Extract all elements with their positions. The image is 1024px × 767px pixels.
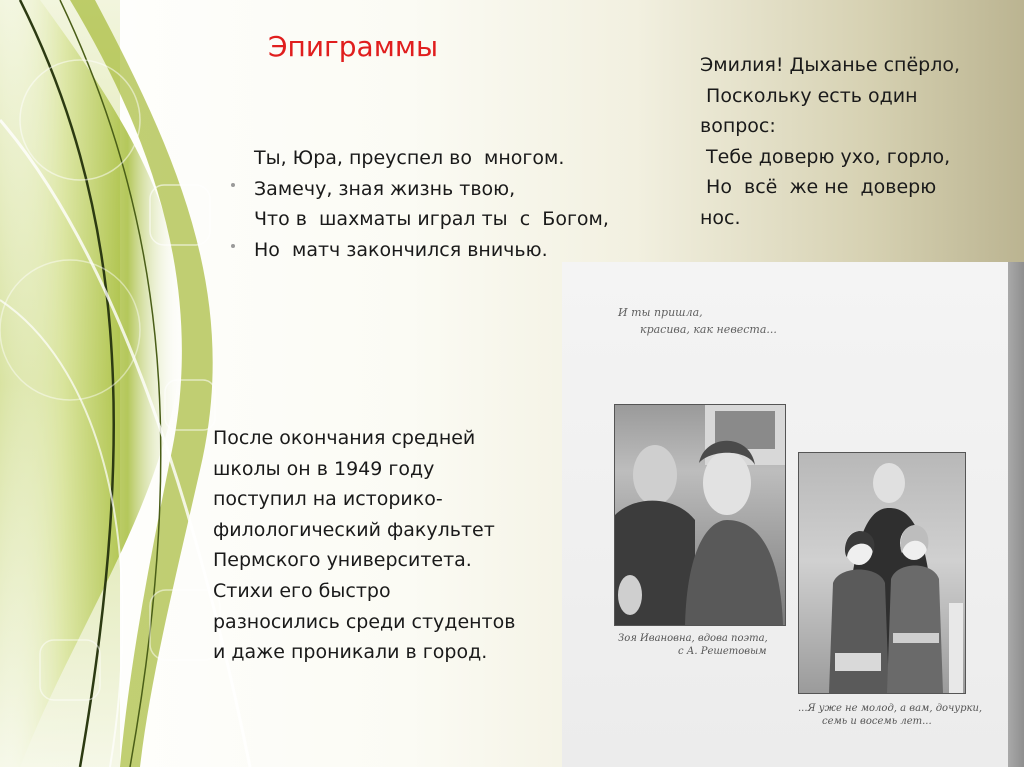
photo1-caption-line: Зоя Ивановна, вдова поэта, — [618, 633, 768, 644]
photo-widow-with-reshetov — [614, 404, 786, 626]
photo1-caption — [618, 632, 768, 658]
poem-left-line: Ты, Юра, преуспел во многом. — [254, 147, 565, 169]
poem-right-line: Тебе доверю ухо, горло, — [700, 145, 951, 168]
photo1-caption-line: с А. Решетовым — [678, 646, 767, 657]
book-page-header-line: И ты пришла, — [618, 306, 703, 319]
biography-text: После окончания средней школы он в 1949 году поступил на историко- филологический факультет Пермского университета. Стихи его быстро разносились среди студентов и даже проникали в город. — [213, 427, 516, 664]
poem-right-line: Поскольку есть один — [700, 84, 918, 107]
book-page-scan — [562, 262, 1008, 767]
poem-left-line: Что в шахматы играл ты с Богом, — [254, 208, 609, 230]
poem-left-line: Но матч закончился вничью. — [254, 238, 548, 261]
photo2-caption-line: ...Я уже не молод, а вам, дочурки, — [798, 703, 983, 714]
poem-left-line: Замечу, зная жизнь твою, — [254, 177, 516, 200]
bullet-dot — [231, 244, 235, 248]
photo-poet-with-daughters — [798, 452, 966, 694]
bullet-dot — [231, 183, 235, 187]
book-page-header — [618, 304, 777, 338]
poem-right — [700, 50, 960, 233]
photo2-caption — [798, 702, 982, 728]
poem-right-line: Но всё же не доверю — [700, 176, 937, 198]
slide-title: Эпиграммы — [268, 30, 439, 63]
poem-right-line: нос. — [700, 206, 741, 229]
book-page-edge — [1008, 262, 1024, 767]
book-page-header-line: красива, как невеста... — [640, 323, 777, 336]
poem-right-line: Эмилия! Дыханье спёрло, — [700, 54, 961, 76]
poem-right-line: вопрос: — [700, 115, 776, 137]
photo2-caption-line: семь и восемь лет... — [822, 716, 932, 727]
poem-left — [254, 143, 609, 265]
